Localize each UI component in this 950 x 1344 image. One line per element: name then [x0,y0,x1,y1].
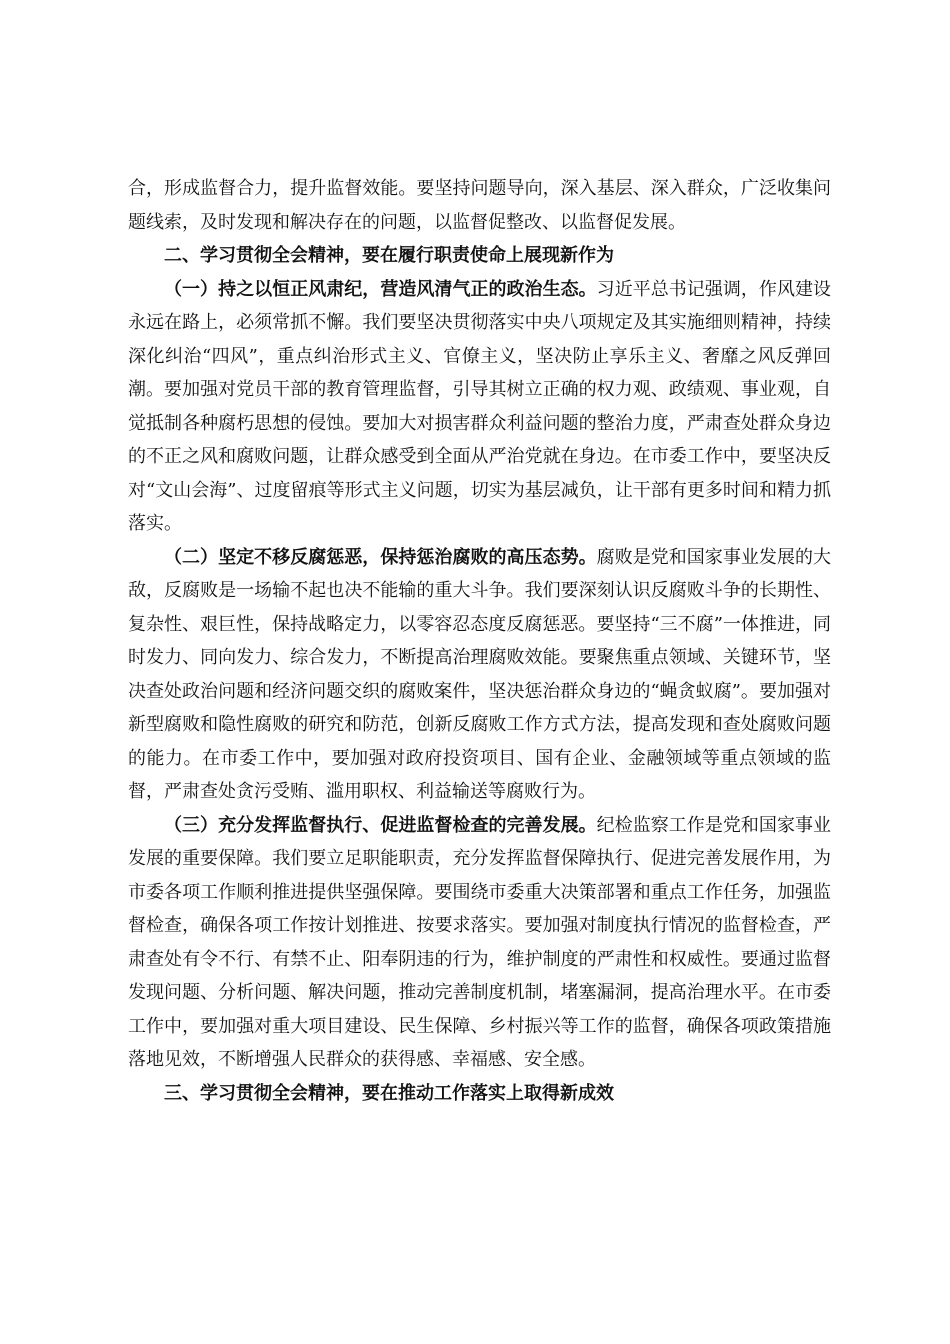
subsection-three-paragraph [128,809,831,1077]
document-body [128,172,831,1110]
subsection-one-lead: （一）持之以恒正风肃纪，营造风清气正的政治生态。 [164,278,597,300]
section-heading-two: 二、学习贯彻全会精神，要在履行职责使命上展现新作为 [164,245,614,266]
section-heading-three: 三、学习贯彻全会精神，要在推动工作落实上取得新成效 [164,1082,614,1104]
subsection-two-text: 腐败是党和国家事业发展的大敌，反腐败是一场输不起也决不能输的重大斗争。我们要深刻认识反腐败斗争的长期性、复杂性、艰巨性，保持战略定力，以零容忍态度反腐惩恶。要坚持“三不腐”一体推进，同时发力、同向发力、综合发力，不断提高治理腐败效能。要聚焦重点领域、关键环节，坚决查处政治问题和经济问题交织的腐败案件，坚决惩治群众身边的“蝇贪蚁腐”。要加强对新型腐败和隐性腐败的研究和防范，创新反腐败工作方式方法，提高发现和查处腐败问题的能力。在市委工作中，要加强对政府投资项目、国有企业、金融领域等重点领域的监督，严肃查处贪污受贿、滥用职权、利益输送等腐败行为。 [128,546,832,802]
subsection-two-paragraph [128,541,831,809]
subsection-three-text: 纪检监察工作是党和国家事业发展的重要保障。我们要立足职能职责，充分发挥监督保障执行、促进完善发展作用，为市委各项工作顺利推进提供坚强保障。要围绕市委重大决策部署和重点工作任务，加强监督检查，确保各项工作按计划推进、按要求落实。要加强对制度执行情况的监督检查，严肃查处有令不行、有禁不止、阳奉阴违的行为，维护制度的严肃性和权威性。要通过监督发现问题、分析问题、解决问题，推动完善制度机制，堵塞漏洞，提高治理水平。在市委工作中，要加强对重大项目建设、民生保障、乡村振兴等工作的监督，确保各项政策措施落地见效，不断增强人民群众的获得感、幸福感、安全感。 [128,814,832,1070]
subsection-three-lead: （三）充分发挥监督执行、促进监督检查的完善发展。 [164,814,597,836]
subsection-one-paragraph [128,273,831,541]
subsection-one-text: 习近平总书记强调，作风建设永远在路上，必须常抓不懈。我们要坚决贯彻落实中央八项规定及其实施细则精神，持续深化纠治“四风”，重点纠治形式主义、官僚主义，坚决防止享乐主义、奢靡之风反弹回潮。要加强对党员干部的教育管理监督，引导其树立正确的权力观、政绩观、事业观，自觉抵制各种腐朽思想的侵蚀。要加大对损害群众利益问题的整治力度，严肃查处群众身边的不正之风和腐败问题，让群众感受到全面从严治党就在身边。在市委工作中，要坚决反对“文山会海”、过度留痕等形式主义问题，切实为基层减负，让干部有更多时间和精力抓落实。 [128,278,832,534]
subsection-two-lead: （二）坚定不移反腐惩恶，保持惩治腐败的高压态势。 [164,546,597,568]
paragraph-continuation: 合，形成监督合力，提升监督效能。要坚持问题导向，深入基层、深入群众，广泛收集问题线索，及时发现和解决存在的问题，以监督促整改、以监督促发展。 [128,178,831,233]
